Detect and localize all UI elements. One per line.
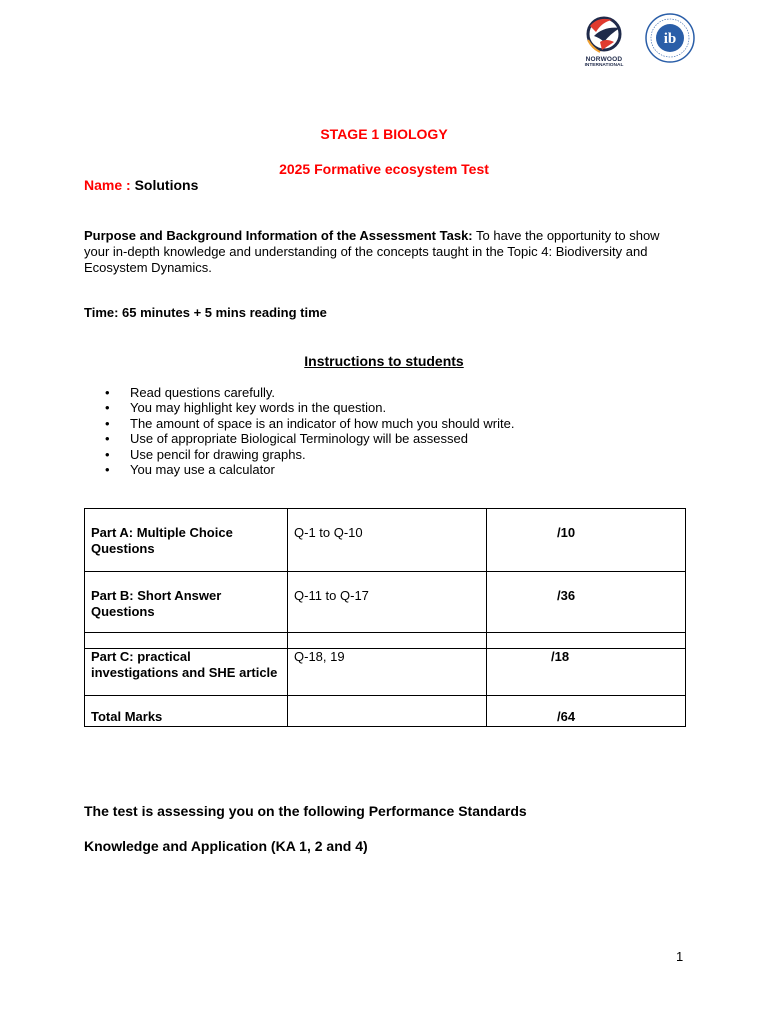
questions-cell: Q-11 to Q-17: [288, 572, 487, 633]
instruction-text: Use of appropriate Biological Terminology will be assessed: [130, 431, 468, 447]
instruction-text: The amount of space is an indicator of how much you should write.: [130, 415, 515, 431]
knowledge-application: Knowledge and Application (KA 1, 2 and 4): [84, 838, 368, 854]
bullet-icon: •: [105, 415, 110, 431]
part-cell: Total Marks: [85, 696, 288, 727]
list-item: [105, 447, 514, 462]
instruction-text: You may use a calculator: [130, 461, 275, 477]
marks-cell: [487, 633, 686, 649]
marks-value: /64: [557, 709, 576, 724]
marks-table: [84, 508, 686, 727]
part-cell: [85, 633, 288, 649]
ib-mark: ib: [663, 31, 677, 47]
part-cell: Part C: practical investigations and SHE article: [85, 649, 288, 696]
bullet-icon: •: [105, 431, 110, 447]
instruction-text: Read questions carefully.: [130, 385, 276, 400]
page-number: 1: [676, 949, 684, 964]
marks-value: /36: [557, 588, 576, 603]
questions-cell: [288, 633, 487, 649]
questions-cell: Q-1 to Q-10: [288, 509, 487, 572]
questions-cell: Q-18, 19: [288, 649, 487, 696]
test-subtitle: 2025 Formative ecosystem Test: [279, 161, 489, 177]
table-row: [85, 649, 686, 696]
norwood-wordmark: NORWOOD: [585, 56, 623, 63]
page-title: STAGE 1 BIOLOGY: [320, 126, 448, 142]
ib-seal-icon: [644, 12, 696, 64]
marks-cell: [487, 572, 686, 633]
list-item: [105, 416, 514, 431]
list-item: [105, 462, 514, 477]
marks-cell: [487, 696, 686, 727]
instruction-text: You may highlight key words in the question.: [130, 400, 387, 416]
time-allowed: Time: 65 minutes + 5 mins reading time: [84, 305, 327, 320]
name-value: Solutions: [134, 177, 199, 193]
header-logos: [580, 12, 700, 74]
norwood-bird-icon: [580, 12, 628, 56]
instruction-text: Use pencil for drawing graphs.: [130, 446, 306, 462]
marks-cell: [487, 509, 686, 572]
instructions-heading: Instructions to students: [304, 353, 464, 369]
list-item: [105, 385, 514, 400]
norwood-subwordmark: INTERNATIONAL: [584, 63, 624, 68]
instructions-list: [105, 385, 514, 477]
table-row: [85, 696, 686, 727]
table-row: [85, 572, 686, 633]
norwood-logo: [580, 12, 628, 74]
purpose-label: Purpose and Background Information of the Assessment Task:: [84, 228, 473, 243]
bullet-icon: •: [105, 385, 110, 400]
table-row: [85, 509, 686, 572]
name-label: Name :: [84, 177, 131, 193]
questions-cell: [288, 696, 487, 727]
bullet-icon: •: [105, 446, 110, 462]
list-item: [105, 400, 514, 415]
bullet-icon: •: [105, 400, 110, 416]
performance-heading: The test is assessing you on the following Performance Standards: [84, 803, 527, 819]
marks-value: /18: [551, 649, 570, 664]
part-cell: Part A: Multiple Choice Questions: [85, 509, 288, 572]
purpose-text: To have the opportunity to show your in-depth knowledge and understanding of the concepts taught in the Topic 4: Biodiversity and Ecosystem Dynamics.: [84, 228, 660, 275]
ib-logo: [644, 12, 696, 64]
part-cell: Part B: Short Answer Questions: [85, 572, 288, 633]
marks-cell: [487, 649, 686, 696]
marks-value: /10: [557, 525, 576, 540]
student-name: [84, 177, 198, 193]
bullet-icon: •: [105, 461, 110, 477]
purpose-paragraph: [84, 228, 684, 276]
list-item: [105, 431, 514, 446]
table-row: [85, 633, 686, 649]
